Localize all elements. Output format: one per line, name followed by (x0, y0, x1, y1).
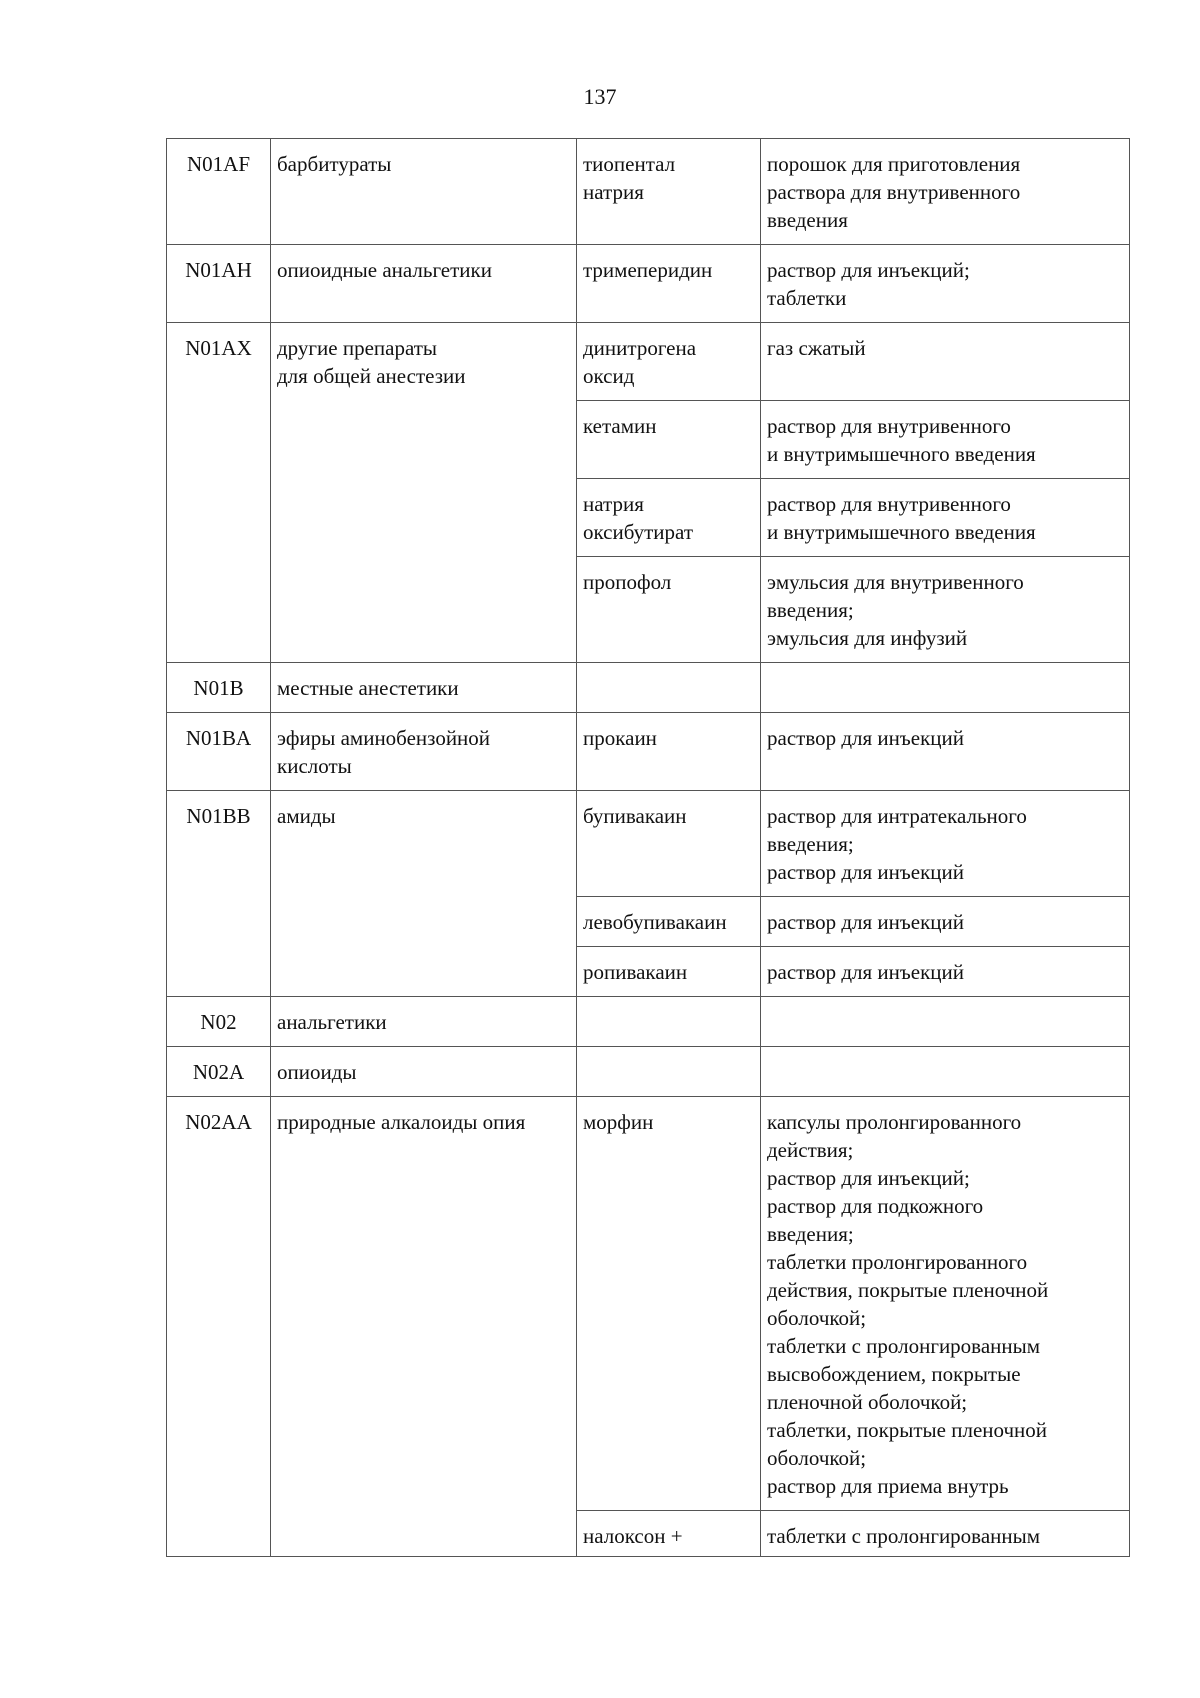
drug-name (577, 663, 761, 713)
dosage-form (761, 663, 1130, 713)
drug-name (577, 1047, 761, 1097)
dosage-form: раствор для интратекального введения; раствор для инъекций (761, 791, 1130, 897)
atc-code: N02 (167, 997, 271, 1047)
table-row (167, 1097, 1130, 1511)
table-row (167, 791, 1130, 897)
dosage-form: раствор для инъекций (761, 897, 1130, 947)
atc-group: опиоиды (271, 1047, 577, 1097)
table-row (167, 713, 1130, 791)
table-row (167, 1047, 1130, 1097)
dosage-form: эмульсия для внутривенного введения; эмульсия для инфузий (761, 557, 1130, 663)
atc-code: N01B (167, 663, 271, 713)
atc-group: анальгетики (271, 997, 577, 1047)
drug-name: налоксон + (577, 1511, 761, 1557)
atc-code: N01BB (167, 791, 271, 997)
drug-name: тримеперидин (577, 245, 761, 323)
dosage-form: раствор для инъекций (761, 947, 1130, 997)
atc-code: N01AF (167, 139, 271, 245)
atc-group: природные алкалоиды опия (271, 1097, 577, 1557)
dosage-form: капсулы пролонгированного действия; раствор для инъекций; раствор для подкожного введения; таблетки пролонгированного действия, покрытые пленочной оболочкой; таблетки с пролонгированным высвобождением, покрытые пленочной оболочкой; таблетки, покрытые пленочной оболочкой; раствор для приема внутрь (761, 1097, 1130, 1511)
table-row (167, 245, 1130, 323)
drug-name: бупивакаин (577, 791, 761, 897)
drug-name: пропофол (577, 557, 761, 663)
dosage-form: раствор для инъекций (761, 713, 1130, 791)
atc-group: местные анестетики (271, 663, 577, 713)
atc-code: N02A (167, 1047, 271, 1097)
atc-code: N01BA (167, 713, 271, 791)
atc-code: N01AH (167, 245, 271, 323)
drug-name: левобупивакаин (577, 897, 761, 947)
atc-group: другие препараты для общей анестезии (271, 323, 577, 663)
dosage-form: раствор для инъекций; таблетки (761, 245, 1130, 323)
drug-name: прокаин (577, 713, 761, 791)
table-row (167, 323, 1130, 401)
dosage-form: раствор для внутривенного и внутримышечного введения (761, 479, 1130, 557)
dosage-form: таблетки с пролонгированным (761, 1511, 1130, 1557)
drug-name: натрия оксибутират (577, 479, 761, 557)
dosage-form (761, 997, 1130, 1047)
dosage-form: порошок для приготовления раствора для внутривенного введения (761, 139, 1130, 245)
table-row (167, 997, 1130, 1047)
atc-group: барбитураты (271, 139, 577, 245)
drug-name: динитрогена оксид (577, 323, 761, 401)
dosage-form (761, 1047, 1130, 1097)
drug-name: ропивакаин (577, 947, 761, 997)
drug-name: кетамин (577, 401, 761, 479)
atc-group: амиды (271, 791, 577, 997)
atc-code: N01AX (167, 323, 271, 663)
atc-code: N02AA (167, 1097, 271, 1557)
atc-group: опиоидные анальгетики (271, 245, 577, 323)
dosage-form: газ сжатый (761, 323, 1130, 401)
drug-name: тиопентал натрия (577, 139, 761, 245)
drug-table (166, 138, 1130, 1557)
drug-name (577, 997, 761, 1047)
table-row (167, 139, 1130, 245)
atc-group: эфиры аминобензойной кислоты (271, 713, 577, 791)
page-number: 137 (583, 84, 617, 109)
dosage-form: раствор для внутривенного и внутримышечного введения (761, 401, 1130, 479)
drug-name: морфин (577, 1097, 761, 1511)
table-row (167, 663, 1130, 713)
